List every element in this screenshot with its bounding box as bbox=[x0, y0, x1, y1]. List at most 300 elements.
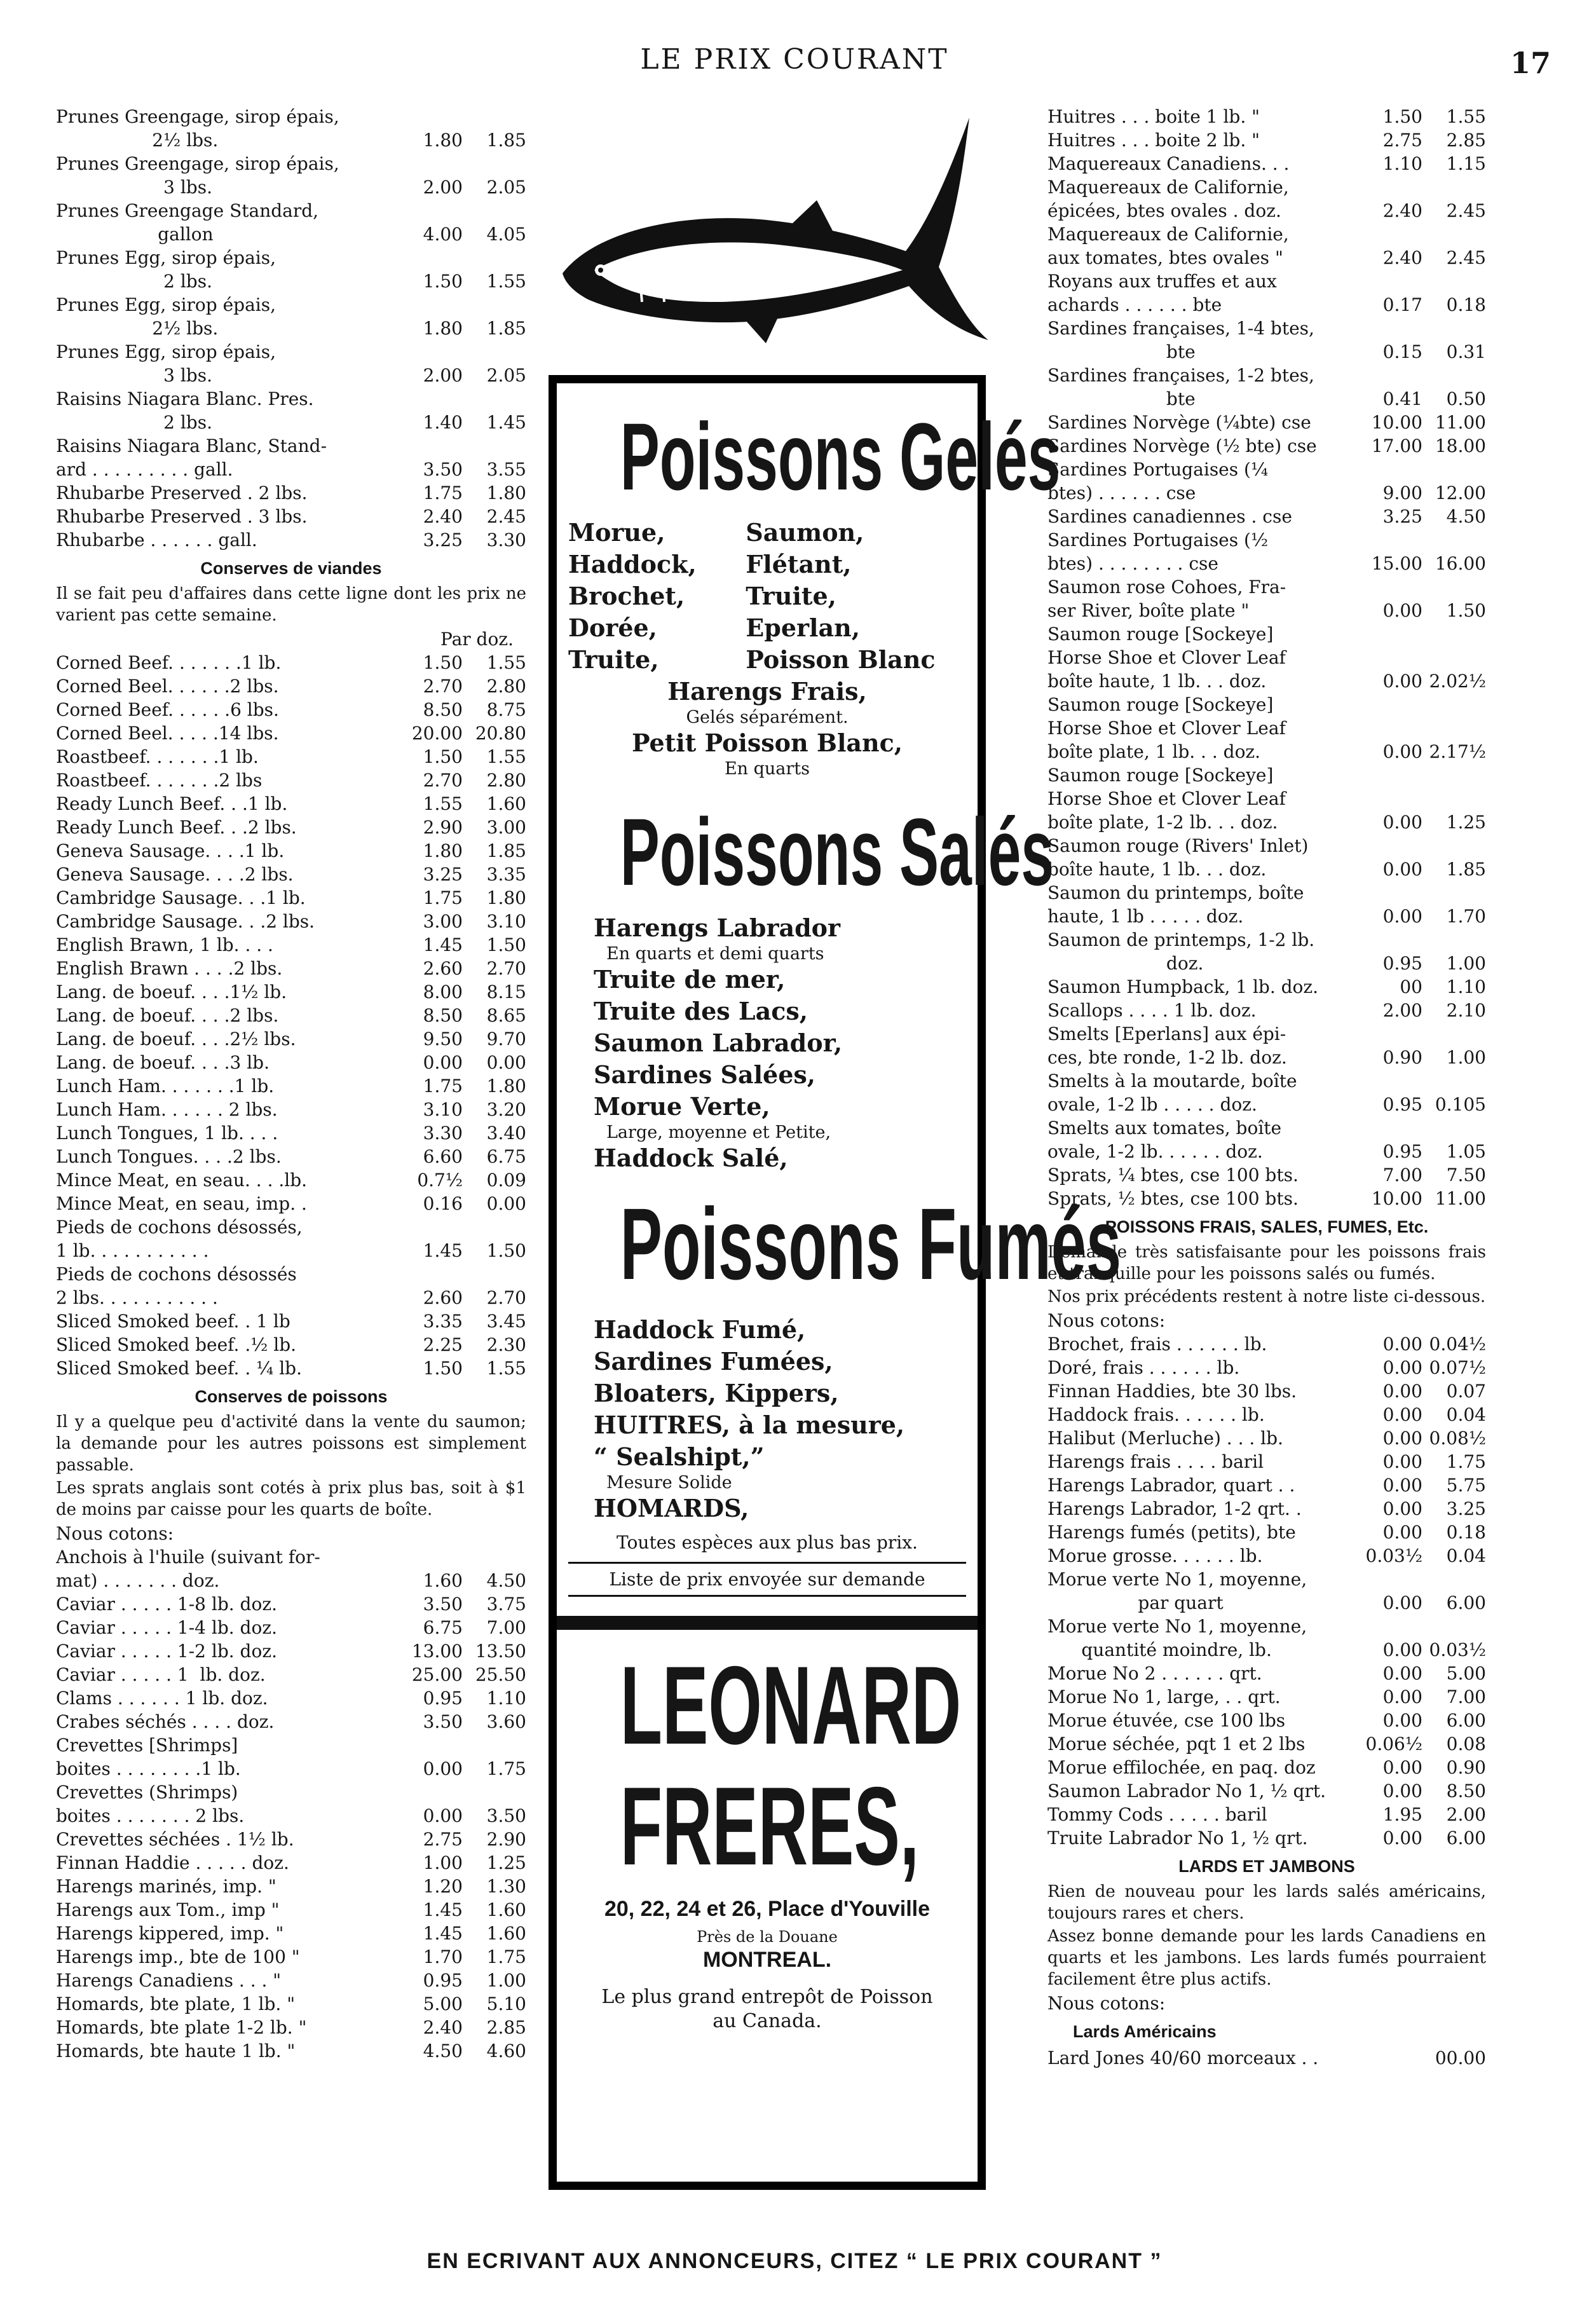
fish-illustration bbox=[550, 111, 988, 366]
par-doz-label: Par doz. bbox=[440, 629, 514, 650]
poissons-paragraph-1: Il y a quelque peu d'activité dans la vente du saumon; la demande pour les autres poissons est simplement passable. bbox=[56, 1412, 526, 1475]
price-row bbox=[56, 222, 526, 246]
item-name: Saumon du printemps, boîte bbox=[1047, 882, 1304, 903]
item-name: Cambridge Sausage. . .2 lbs. bbox=[56, 911, 315, 932]
price-high: 3.25 bbox=[1446, 1498, 1486, 1519]
item-name: Lard Jones 40/60 morceaux . . bbox=[1047, 2047, 1319, 2068]
frais-paragraph-2: Nos prix précédents restent à notre liste ci-dessous. bbox=[1047, 1287, 1486, 1306]
item-name: Prunes Greengage, sirop épais, bbox=[56, 153, 339, 174]
price-low: 2.00 bbox=[1382, 1000, 1422, 1021]
ad-list-item: Truite des Lacs, bbox=[594, 997, 808, 1025]
price-high: 3.45 bbox=[486, 1311, 526, 1332]
price-row bbox=[1047, 317, 1486, 340]
price-low: 0.00 bbox=[1382, 1522, 1422, 1543]
price-row bbox=[1047, 175, 1486, 199]
price-low: 1.55 bbox=[423, 793, 463, 814]
price-high: 1.45 bbox=[486, 412, 526, 433]
price-row bbox=[1047, 1450, 1486, 1473]
price-row bbox=[1047, 1140, 1486, 1163]
price-row bbox=[1047, 293, 1486, 317]
price-row bbox=[1047, 505, 1486, 528]
price-low: 9.00 bbox=[1382, 482, 1422, 503]
price-low: 2.40 bbox=[423, 506, 463, 527]
price-low: 2.25 bbox=[423, 1334, 463, 1355]
item-name: Pieds de cochons désossés, bbox=[56, 1217, 303, 1238]
price-high: 0.04 bbox=[1446, 1404, 1486, 1425]
price-high: 3.60 bbox=[486, 1711, 526, 1732]
ad-fish-name: Saumon, bbox=[746, 518, 864, 547]
item-name: Roastbeef. . . . . . .1 lb. bbox=[56, 746, 259, 767]
item-name: boites . . . . . . . .1 lb. bbox=[56, 1758, 241, 1779]
price-high: 0.04½ bbox=[1429, 1334, 1486, 1355]
section-heading-frais: POISSONS FRAIS, SALES, FUMES, Etc. bbox=[1105, 1217, 1429, 1236]
price-row bbox=[1047, 1473, 1486, 1497]
item-name: Prunes Egg, sirop épais, bbox=[56, 294, 276, 315]
item-name: ard . . . . . . . . . gall. bbox=[56, 459, 233, 480]
price-high: 1.80 bbox=[486, 482, 526, 503]
price-row bbox=[1047, 1497, 1486, 1521]
price-low: 4.50 bbox=[423, 2040, 463, 2061]
price-row bbox=[1047, 1332, 1486, 1356]
price-low: 1.45 bbox=[423, 934, 463, 955]
lards-paragraph-1: Rien de nouveau pour les lards salés américains, toujours rares et chers. bbox=[1047, 1882, 1486, 1923]
price-low: 1.45 bbox=[423, 1240, 463, 1261]
price-row bbox=[1047, 787, 1486, 810]
price-high: 0.18 bbox=[1446, 1522, 1486, 1543]
price-row bbox=[56, 458, 526, 481]
price-low: 0.03½ bbox=[1365, 1545, 1422, 1566]
price-row bbox=[56, 317, 526, 340]
item-name: Morue No 2 . . . . . . qrt. bbox=[1047, 1663, 1262, 1684]
item-name: Saumon rose Cohoes, Fra- bbox=[1047, 577, 1286, 598]
price-high: 5.75 bbox=[1446, 1475, 1486, 1496]
price-low: 1.75 bbox=[423, 482, 463, 503]
item-name: Sliced Smoked beef. .½ lb. bbox=[56, 1334, 297, 1355]
price-row bbox=[1047, 552, 1486, 575]
price-high: 1.85 bbox=[1446, 859, 1486, 880]
ad-tagline: Le plus grand entrepôt de Poisson au Canada. bbox=[601, 1986, 933, 2032]
price-low: 3.25 bbox=[423, 864, 463, 885]
price-row bbox=[56, 1309, 526, 1333]
price-row bbox=[1047, 222, 1486, 246]
price-low: 0.00 bbox=[423, 1805, 463, 1826]
price-row bbox=[56, 674, 526, 698]
price-low: 20.00 bbox=[411, 723, 463, 744]
price-low: 1.50 bbox=[423, 652, 463, 673]
price-low: 0.00 bbox=[1382, 1334, 1422, 1355]
price-high: 2.17½ bbox=[1429, 741, 1486, 762]
price-high: 8.65 bbox=[486, 1005, 526, 1026]
price-low: 1.50 bbox=[423, 271, 463, 292]
price-high: 2.85 bbox=[1446, 130, 1486, 151]
item-name: Roastbeef. . . . . . .2 lbs bbox=[56, 770, 263, 791]
ad-company-freres: FRERES, bbox=[620, 1765, 919, 1889]
price-high: 2.45 bbox=[486, 506, 526, 527]
price-row bbox=[56, 1733, 526, 1757]
price-high: 0.00 bbox=[486, 1052, 526, 1073]
price-row bbox=[56, 1098, 526, 1121]
item-name: haute, 1 lb . . . . . doz. bbox=[1047, 906, 1244, 927]
price-row bbox=[56, 792, 526, 816]
ad-salted-fish-list bbox=[568, 912, 966, 1174]
price-high: 2.45 bbox=[1446, 247, 1486, 268]
price-row bbox=[56, 1569, 526, 1592]
price-high: 1.75 bbox=[1446, 1451, 1486, 1472]
item-name: Maquereaux de Californie, bbox=[1047, 224, 1289, 245]
ad-list-item: Mesure Solide bbox=[606, 1473, 732, 1493]
price-low: 0.16 bbox=[423, 1193, 463, 1214]
item-name: Horse Shoe et Clover Leaf bbox=[1047, 788, 1286, 809]
price-row bbox=[1047, 952, 1486, 975]
price-row bbox=[56, 816, 526, 839]
price-low: 0.00 bbox=[1382, 859, 1422, 880]
viandes-paragraph: Il se fait peu d'affaires dans cette ligne dont les prix ne varient pas cette semaine. bbox=[56, 584, 526, 625]
frais-paragraph-1: Demande très satisfaisante pour les poissons frais et tranquille pour les poissons salés ou fumés. bbox=[1047, 1243, 1486, 1283]
price-high: 0.18 bbox=[1446, 294, 1486, 315]
price-row bbox=[56, 1239, 526, 1262]
price-row bbox=[1047, 1187, 1486, 1210]
item-name: boîte haute, 1 lb. . . doz. bbox=[1047, 859, 1267, 880]
ad-list-item: Haddock Salé, bbox=[594, 1144, 788, 1172]
ad-fish-name: Poisson Blanc bbox=[746, 645, 936, 674]
item-name: Sliced Smoked beef. . ¼ lb. bbox=[56, 1358, 302, 1379]
item-name: Haddock frais. . . . . . lb. bbox=[1047, 1404, 1265, 1425]
price-row bbox=[1047, 411, 1486, 434]
price-row bbox=[1047, 1069, 1486, 1093]
page-footer: EN ECRIVANT AUX ANNONCEURS, CITEZ “ LE PRIX COURANT ” bbox=[426, 2249, 1163, 2273]
price-high: 4.50 bbox=[486, 1570, 526, 1591]
price-row bbox=[56, 1639, 526, 1663]
price-row bbox=[1047, 1803, 1486, 1826]
price-row bbox=[1047, 246, 1486, 270]
price-row bbox=[56, 1545, 526, 1569]
price-row bbox=[1047, 1426, 1486, 1450]
price-row bbox=[1047, 1022, 1486, 1046]
price-high: 3.00 bbox=[486, 817, 526, 838]
price-row bbox=[56, 1192, 526, 1215]
price-high: 2.85 bbox=[486, 2017, 526, 2038]
ad-list-item: “ Sealshipt,” bbox=[594, 1442, 765, 1471]
ad-fish-name: Truite, bbox=[746, 582, 836, 610]
ad-fish-pair bbox=[568, 612, 966, 644]
ad-list-item: Truite de mer, bbox=[594, 965, 786, 994]
price-row bbox=[56, 2039, 526, 2063]
price-row bbox=[56, 839, 526, 863]
ad-fish-pair bbox=[568, 517, 966, 549]
ad-title-poissons-sales: Poissons Salés bbox=[620, 798, 1054, 905]
price-low: 1.50 bbox=[423, 746, 463, 767]
price-high: 3.35 bbox=[486, 864, 526, 885]
price-high: 18.00 bbox=[1435, 435, 1486, 456]
ad-petit-poisson: Petit Poisson Blanc, bbox=[632, 728, 903, 757]
price-row bbox=[56, 528, 526, 552]
price-low: 0.00 bbox=[1382, 1404, 1422, 1425]
item-name: Harengs Labrador, quart . . bbox=[1047, 1475, 1295, 1496]
price-row bbox=[56, 1168, 526, 1192]
item-name: 2½ lbs. bbox=[56, 318, 219, 339]
viandes-price-list bbox=[56, 651, 526, 1380]
price-low: 0.95 bbox=[423, 1688, 463, 1709]
item-name: English Brawn, 1 lb. . . . bbox=[56, 934, 273, 955]
ad-geles-separement: Gelés séparément. bbox=[686, 707, 849, 727]
price-row bbox=[1047, 1591, 1486, 1615]
price-low: 0.00 bbox=[1382, 1381, 1422, 1402]
price-row bbox=[1047, 928, 1486, 952]
item-name: 1 lb. . . . . . . . . . . bbox=[56, 1240, 209, 1261]
item-name: Geneva Sausage. . . .1 lb. bbox=[56, 840, 285, 861]
price-high: 0.105 bbox=[1435, 1094, 1486, 1115]
item-name: Morue effilochée, en paq. doz bbox=[1047, 1757, 1316, 1778]
price-high: 1.80 bbox=[486, 1076, 526, 1097]
price-row bbox=[1047, 434, 1486, 458]
ad-company-leonard: LEONARD bbox=[620, 1644, 962, 1768]
item-name: Saumon rouge [Sockeye] bbox=[1047, 765, 1274, 786]
item-name: Clams . . . . . . 1 lb. doz. bbox=[56, 1688, 268, 1709]
price-low: 0.17 bbox=[1382, 294, 1422, 315]
price-row bbox=[56, 293, 526, 317]
item-name: achards . . . . . . bte bbox=[1047, 294, 1222, 315]
item-name: Ready Lunch Beef. . .2 lbs. bbox=[56, 817, 297, 838]
price-low: 0.41 bbox=[1382, 388, 1422, 409]
price-low: 1.20 bbox=[423, 1876, 463, 1897]
item-name: Halibut (Merluche) . . . lb. bbox=[1047, 1428, 1283, 1449]
ad-en-quarts: En quarts bbox=[724, 759, 810, 779]
price-row bbox=[1047, 152, 1486, 175]
price-row bbox=[56, 1757, 526, 1781]
price-high: 1.10 bbox=[486, 1688, 526, 1709]
item-name: mat) . . . . . . . doz. bbox=[56, 1570, 220, 1591]
price-low: 0.06½ bbox=[1365, 1733, 1422, 1754]
price-high: 2.02½ bbox=[1429, 671, 1486, 692]
price-row bbox=[1047, 905, 1486, 928]
price-high: 25.50 bbox=[475, 1664, 526, 1685]
item-name: Lang. de boeuf. . . .2½ lbs. bbox=[56, 1029, 296, 1049]
ad-fish-name: Flétant, bbox=[746, 550, 852, 578]
price-high: 1.05 bbox=[1446, 1141, 1486, 1162]
price-low: 8.00 bbox=[423, 981, 463, 1002]
ad-list-item: Bloaters, Kippers, bbox=[594, 1379, 839, 1407]
item-name: Sardines canadiennes . cse bbox=[1047, 506, 1292, 527]
price-high: 3.40 bbox=[486, 1123, 526, 1144]
price-low: 4.00 bbox=[423, 224, 463, 245]
price-low: 1.50 bbox=[1382, 106, 1422, 127]
item-name: bte bbox=[1047, 341, 1196, 362]
price-low: 13.00 bbox=[411, 1641, 463, 1662]
item-name: Harengs imp., bte de 100 " bbox=[56, 1946, 300, 1967]
item-name: boîte plate, 1-2 lb. . . doz. bbox=[1047, 812, 1278, 833]
item-name: Horse Shoe et Clover Leaf bbox=[1047, 718, 1286, 739]
price-row bbox=[1047, 881, 1486, 905]
item-name: Saumon de printemps, 1-2 lb. bbox=[1047, 929, 1315, 950]
ad-fish-pair bbox=[568, 549, 966, 580]
price-high: 1.50 bbox=[1446, 600, 1486, 621]
price-high: 1.00 bbox=[1446, 1047, 1486, 1068]
item-name: Lunch Ham. . . . . . .1 lb. bbox=[56, 1076, 275, 1097]
ad-address: 20, 22, 24 et 26, Place d'Youville bbox=[604, 1897, 931, 1921]
price-high: 7.50 bbox=[1446, 1165, 1486, 1186]
price-row bbox=[56, 1828, 526, 1851]
price-row bbox=[1047, 1116, 1486, 1140]
price-row bbox=[56, 863, 526, 886]
price-low: 2.70 bbox=[423, 770, 463, 791]
price-high: 00.00 bbox=[1435, 2047, 1486, 2068]
price-high: 3.30 bbox=[486, 530, 526, 550]
price-low: 0.00 bbox=[1382, 671, 1422, 692]
price-low: 0.00 bbox=[1382, 1592, 1422, 1613]
item-name: Morue No 1, large, . . qrt. bbox=[1047, 1686, 1281, 1707]
price-low: 1.00 bbox=[423, 1852, 463, 1873]
item-name: 2½ lbs. bbox=[56, 130, 219, 151]
price-low: 9.50 bbox=[423, 1029, 463, 1049]
item-name: Lang. de boeuf. . . .1½ lb. bbox=[56, 981, 287, 1002]
price-row bbox=[56, 1145, 526, 1168]
price-row bbox=[56, 1686, 526, 1710]
price-low: 2.40 bbox=[423, 2017, 463, 2038]
price-high: 2.80 bbox=[486, 676, 526, 697]
item-name: Sliced Smoked beef. . 1 lb bbox=[56, 1311, 290, 1332]
fresh-fish-price-list bbox=[1047, 1332, 1486, 1850]
price-low: 3.00 bbox=[423, 911, 463, 932]
price-row bbox=[56, 1969, 526, 1992]
price-high: 2.80 bbox=[486, 770, 526, 791]
price-row bbox=[56, 1592, 526, 1616]
price-high: 0.90 bbox=[1446, 1757, 1486, 1778]
item-name: Crevettes séchées . 1½ lb. bbox=[56, 1829, 294, 1850]
price-high: 2.05 bbox=[486, 365, 526, 386]
item-name: Morue étuvée, cse 100 lbs bbox=[1047, 1710, 1286, 1731]
price-high: 1.00 bbox=[486, 1970, 526, 1991]
price-row bbox=[56, 128, 526, 152]
price-row bbox=[56, 1286, 526, 1309]
price-low: 3.50 bbox=[423, 1711, 463, 1732]
price-row bbox=[1047, 2046, 1486, 2070]
price-high: 0.04 bbox=[1446, 1545, 1486, 1566]
item-name: Geneva Sausage. . . .2 lbs. bbox=[56, 864, 294, 885]
price-low: 15.00 bbox=[1371, 553, 1422, 574]
item-name: Cambridge Sausage. . .1 lb. bbox=[56, 887, 306, 908]
price-low: 00 bbox=[1400, 976, 1422, 997]
item-name: Crevettes [Shrimps] bbox=[56, 1735, 238, 1756]
price-row bbox=[56, 1215, 526, 1239]
item-name: Horse Shoe et Clover Leaf bbox=[1047, 647, 1286, 668]
price-row bbox=[1047, 810, 1486, 834]
ad-list-item: Sardines Fumées, bbox=[594, 1347, 833, 1376]
page-title: LE PRIX COURANT bbox=[640, 43, 949, 76]
item-name: Raisins Niagara Blanc. Pres. bbox=[56, 388, 314, 409]
price-low: 6.75 bbox=[423, 1617, 463, 1638]
item-name: Morue séchée, pqt 1 et 2 lbs bbox=[1047, 1733, 1306, 1754]
price-row bbox=[56, 175, 526, 199]
price-high: 16.00 bbox=[1435, 553, 1486, 574]
price-high: 2.90 bbox=[486, 1829, 526, 1850]
price-row bbox=[56, 1663, 526, 1686]
price-row bbox=[56, 411, 526, 434]
price-low: 0.00 bbox=[1382, 812, 1422, 833]
item-name: ser River, boîte plate " bbox=[1047, 600, 1250, 621]
price-row bbox=[56, 745, 526, 769]
price-row bbox=[56, 698, 526, 721]
price-low: 0.00 bbox=[1382, 1663, 1422, 1684]
price-row bbox=[1047, 105, 1486, 128]
price-row bbox=[56, 364, 526, 387]
ad-liste-prix: Liste de prix envoyée sur demande bbox=[609, 1569, 925, 1590]
item-name: 2 lbs. . . . . . . . . . . bbox=[56, 1287, 218, 1308]
price-high: 1.00 bbox=[1446, 953, 1486, 974]
item-name: Caviar . . . . . 1-4 lb. doz. bbox=[56, 1617, 277, 1638]
price-low: 3.25 bbox=[1382, 506, 1422, 527]
item-name: Raisins Niagara Blanc, Stand- bbox=[56, 435, 327, 456]
price-high: 1.60 bbox=[486, 1899, 526, 1920]
price-row bbox=[56, 651, 526, 674]
price-high: 6.75 bbox=[486, 1146, 526, 1167]
item-name: Harengs Labrador, 1-2 qrt. . bbox=[1047, 1498, 1302, 1519]
item-name: Sprats, ¼ btes, cse 100 bts. bbox=[1047, 1165, 1299, 1186]
price-row bbox=[56, 1616, 526, 1639]
item-name: Rhubarbe Preserved . 2 lbs. bbox=[56, 482, 308, 503]
item-name: Huitres . . . boite 1 lb. " bbox=[1047, 106, 1260, 127]
price-row bbox=[1047, 1779, 1486, 1803]
price-row bbox=[1047, 387, 1486, 411]
price-low: 7.00 bbox=[1382, 1165, 1422, 1186]
price-high: 1.60 bbox=[486, 1923, 526, 1944]
price-low: 0.00 bbox=[1382, 741, 1422, 762]
price-row bbox=[1047, 1379, 1486, 1403]
price-low: 5.00 bbox=[423, 1993, 463, 2014]
price-row bbox=[1047, 716, 1486, 740]
price-high: 1.80 bbox=[486, 887, 526, 908]
item-name: Smelts aux tomates, boîte bbox=[1047, 1118, 1282, 1138]
item-name: par quart bbox=[1047, 1592, 1224, 1613]
price-low: 1.40 bbox=[423, 412, 463, 433]
price-low: 0.00 bbox=[1382, 1451, 1422, 1472]
price-high: 1.60 bbox=[486, 793, 526, 814]
price-row bbox=[56, 246, 526, 270]
price-high: 1.55 bbox=[486, 271, 526, 292]
price-low: 0.00 bbox=[423, 1052, 463, 1073]
price-high: 1.55 bbox=[486, 1358, 526, 1379]
price-high: 11.00 bbox=[1435, 1188, 1486, 1209]
item-name: Corned Beel. . . . .14 lbs. bbox=[56, 723, 279, 744]
price-row bbox=[1047, 1521, 1486, 1544]
price-row bbox=[56, 1945, 526, 1969]
price-high: 5.00 bbox=[1446, 1663, 1486, 1684]
lards-americains-heading: Lards Américains bbox=[1073, 2022, 1217, 2041]
item-name: Pieds de cochons désossés bbox=[56, 1264, 297, 1285]
ad-fish-name: Brochet, bbox=[568, 582, 685, 610]
price-high: 2.10 bbox=[1446, 1000, 1486, 1021]
price-row bbox=[56, 886, 526, 910]
price-row bbox=[56, 1781, 526, 1804]
price-row bbox=[1047, 740, 1486, 763]
price-low: 1.80 bbox=[423, 318, 463, 339]
price-low: 0.00 bbox=[1382, 600, 1422, 621]
item-name: Saumon Labrador No 1, ½ qrt. bbox=[1047, 1781, 1326, 1801]
price-low: 0.00 bbox=[1382, 1357, 1422, 1378]
price-low: 3.30 bbox=[423, 1123, 463, 1144]
price-low: 8.50 bbox=[423, 1005, 463, 1026]
item-name: aux tomates, btes ovales " bbox=[1047, 247, 1283, 268]
price-row bbox=[1047, 834, 1486, 858]
item-name: Lunch Tongues. . . .2 lbs. bbox=[56, 1146, 282, 1167]
price-row bbox=[56, 957, 526, 980]
ad-fish-name: Dorée, bbox=[568, 613, 657, 642]
item-name: Harengs Canadiens . . . " bbox=[56, 1970, 282, 1991]
price-high: 1.15 bbox=[1446, 153, 1486, 174]
price-row bbox=[1047, 1403, 1486, 1426]
price-low: 1.45 bbox=[423, 1899, 463, 1920]
price-low: 0.00 bbox=[1382, 1475, 1422, 1496]
price-low: 25.00 bbox=[411, 1664, 463, 1685]
